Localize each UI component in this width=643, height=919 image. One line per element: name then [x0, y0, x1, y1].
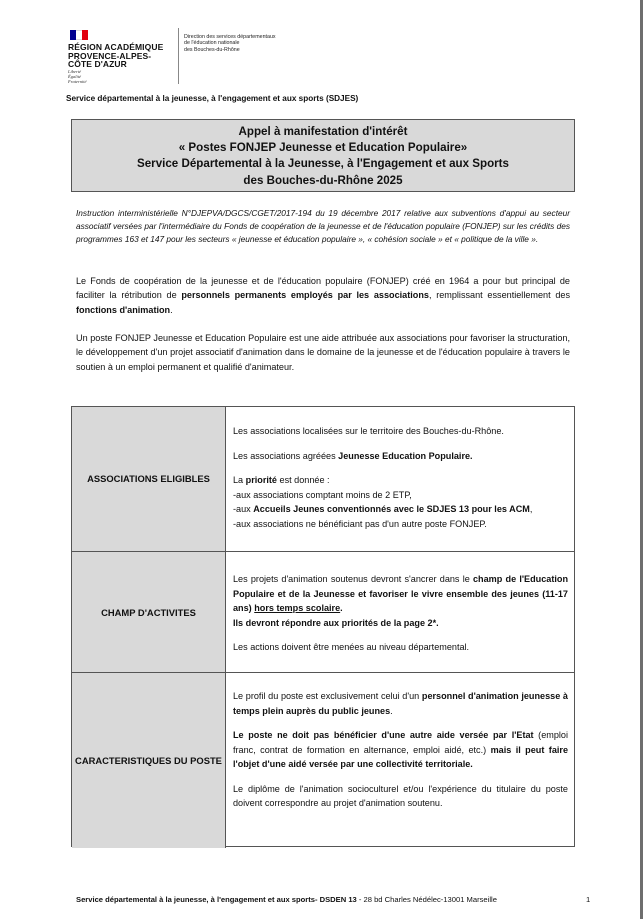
- p1-text-a: Le Fonds de coopération de la jeunesse et de l'éducation populaire (FONJEP) créé en 1964 a pour but principal de faciliter la rétribution de: [76, 276, 570, 301]
- letterhead: [66, 24, 606, 86]
- page-number: 1: [586, 895, 591, 904]
- page-footer: [76, 895, 596, 904]
- service-line: Service départemental à la jeunesse, à l'engagement et aux sports (SDJES): [66, 94, 359, 103]
- intro-paragraph-poste: Un poste FONJEP Jeunesse et Education Populaire est une aide attribuée aux associations pour favoriser la structuration, le développement d'un projet associatif d'animation dans le domaine de la jeunesse et de l'éducation populaire à travers le soutien à un emploi permanent et qualifié d'animateur.: [76, 333, 570, 372]
- marianne-flag-icon: [70, 30, 88, 40]
- republic-motto: Liberté Égalité Fraternité: [68, 69, 87, 84]
- criteria-content-caracteristiques: [233, 689, 568, 811]
- assoc-bullet-2: -aux Accueils Jeunes conventionnés avec le SDJES 13 pour les ACM,: [233, 504, 533, 514]
- criteria-content-champ: [233, 572, 568, 655]
- criteria-table: [71, 406, 575, 847]
- title-line-1: Appel à manifestation d'intérêt: [238, 125, 408, 138]
- title-line-4: des Bouches-du-Rhône 2025: [243, 173, 403, 187]
- criteria-row-associations: [72, 407, 574, 551]
- assoc-bullet-3: -aux associations ne bénéficiant pas d'un autre poste FONJEP.: [233, 518, 487, 529]
- footer-service: Service départemental à la jeunesse, à l'engagement et aux sports- DSDEN 13: [76, 895, 357, 904]
- champ-line-2: Les actions doivent être menées au niveau départemental.: [233, 642, 470, 652]
- criteria-row-champ: [72, 551, 574, 673]
- assoc-line-2: Les associations agréées Jeunesse Education Populaire.: [233, 450, 473, 461]
- assoc-bullet-1: -aux associations comptant moins de 2 ETP,: [233, 489, 412, 500]
- carac-para-1: Le profil du poste est exclusivement celui d'un personnel d'animation jeunesse à temps plein auprès du public jeunes.: [233, 691, 568, 716]
- flag-red-band: [82, 30, 88, 40]
- intro-paragraph-fonjep: [76, 274, 570, 317]
- region-name: RÉGION ACADÉMIQUE PROVENCE-ALPES- CÔTE D'AZUR: [68, 42, 164, 70]
- title-box: [71, 119, 575, 192]
- criteria-label-champ: CHAMP D'ACTIVITES: [72, 552, 226, 673]
- p1-text-b: , remplissant essentiellement des: [428, 290, 571, 301]
- p1-bold-b: fonctions d'animation: [76, 304, 171, 315]
- assoc-priority: La priorité est donnée :: [233, 475, 330, 485]
- criteria-label-caracteristiques: CARACTERISTIQUES DU POSTE: [72, 673, 226, 848]
- p1-bold-a: personnels permanents employés par les associations: [181, 290, 429, 301]
- header-divider: [178, 28, 179, 84]
- carac-para-2: Le poste ne doit pas bénéficier d'une autre aide versée par l'Etat (emploi franc, contrat de formation en alternance, emploi aidé, etc.) mais il peut faire l'objet d'une aidé versée par une collectivité territoriale.: [233, 730, 568, 769]
- carac-para-3: Le diplôme de l'animation socioculturel et/ou l'expérience du titulaire du poste doivent correspondre au projet d'animation soutenu.: [233, 783, 568, 808]
- direction-name: Direction des services départementaux de l'éducation nationale des Bouches-du-Rhône: [184, 34, 276, 53]
- p1-text-end: .: [170, 304, 173, 315]
- criteria-label-associations: ASSOCIATIONS ELIGIBLES: [72, 407, 226, 551]
- criteria-content-associations: [233, 424, 568, 531]
- champ-text: Les projets d'animation soutenus devront s'ancrer dans le champ de l'Education Populaire et de la Jeunesse et favoriser le vivre ensemble des jeunes (11-17 ans) hors temps scolaire. Ils devront répondre aux priorités de la page 2*.: [233, 574, 568, 628]
- criteria-row-caracteristiques: [72, 672, 574, 848]
- assoc-line-1: Les associations localisées sur le territoire des Bouches-du-Rhône.: [233, 426, 504, 436]
- title-line-2: « Postes FONJEP Jeunesse et Education Populaire»: [178, 141, 468, 155]
- instruction-reference: Instruction interministérielle N°DJEPVA/DGCS/CGET/2017-194 du 19 décembre 2017 relative aux subventions d'appui au secteur associatif versées par l'intermédiaire du Fonds de coopération de la jeunesse et de l'éducation populaire (FONJEP) sur les crédits des programmes 163 et 147 pour les secteurs « jeunesse et éducation populaire », « cohésion sociale » et « politique de la ville ».: [76, 208, 570, 244]
- title-line-3: Service Départemental à la Jeunesse, à l'Engagement et aux Sports: [137, 157, 509, 171]
- footer-address: - 28 bd Charles Nédélec-13001 Marseille: [356, 895, 497, 904]
